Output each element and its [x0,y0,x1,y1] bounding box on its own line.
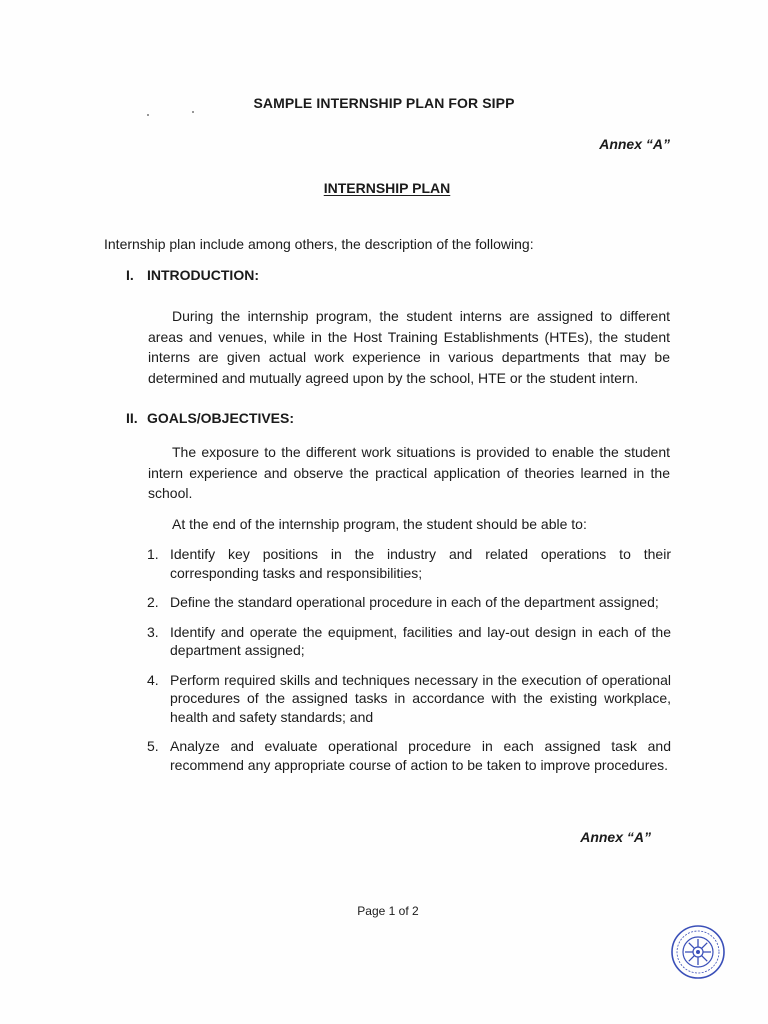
section-heading-goals [126,410,294,426]
plan-heading: INTERNSHIP PLAN [323,180,451,196]
introduction-paragraph: During the internship program, the student interns are assigned to different areas and venues, while in the Host Training Establishments (HTEs), the student interns are given actual work experience in various departments that may be determined and mutually agreed upon by the school, HTE or the student intern. [148,308,670,386]
list-marker: 2. [147,594,159,610]
list-item-text: Identify key positions in the industry and related operations to their corresponding tasks and responsibilities; [170,546,671,581]
page-number: Page 1 of 2 [357,904,419,918]
section-heading-introduction [126,267,259,283]
document-title: SAMPLE INTERNSHIP PLAN FOR SIPP [253,95,515,111]
annex-label-bottom: Annex “A” [580,829,651,845]
list-item [147,593,671,612]
section-title: INTRODUCTION: [147,267,259,283]
institution-seal-icon [670,924,726,980]
list-marker: 5. [147,738,159,754]
list-item [147,623,671,660]
objectives-list [147,545,671,785]
scan-speck [147,114,149,116]
scan-speck [192,111,194,113]
list-marker: 3. [147,623,159,640]
list-item-text: Identify and operate the equipment, facilities and lay-out design in each of the department assigned; [170,623,671,658]
list-item [147,737,671,774]
objectives-lead-in: At the end of the internship program, the student should be able to: [172,516,587,532]
list-item-text: Define the standard operational procedure in each of the department assigned; [170,594,659,610]
list-marker: 1. [147,546,159,562]
list-item-text: Analyze and evaluate operational procedure in each assigned task and recommend any appropriate course of action to be taken to improve procedures. [170,738,671,773]
section-title: GOALS/OBJECTIVES: [147,410,295,426]
seal-center-dot [696,950,700,954]
seal-graphic [670,924,726,980]
intro-line: Internship plan include among others, the description of the following: [104,236,534,252]
list-item [147,671,671,727]
list-marker: 4. [147,671,159,688]
section-number: II. [126,410,138,426]
list-item [147,545,671,582]
section-number: I. [126,267,134,283]
list-item-text: Perform required skills and techniques necessary in the execution of operational procedures of the assigned tasks in accordance with the existing workplace, health and safety standards; and [170,671,671,725]
annex-label-top: Annex “A” [599,136,670,152]
goals-paragraph: The exposure to the different work situations is provided to enable the student intern experience and observe the practical application of theories learned in the school. [148,444,670,501]
